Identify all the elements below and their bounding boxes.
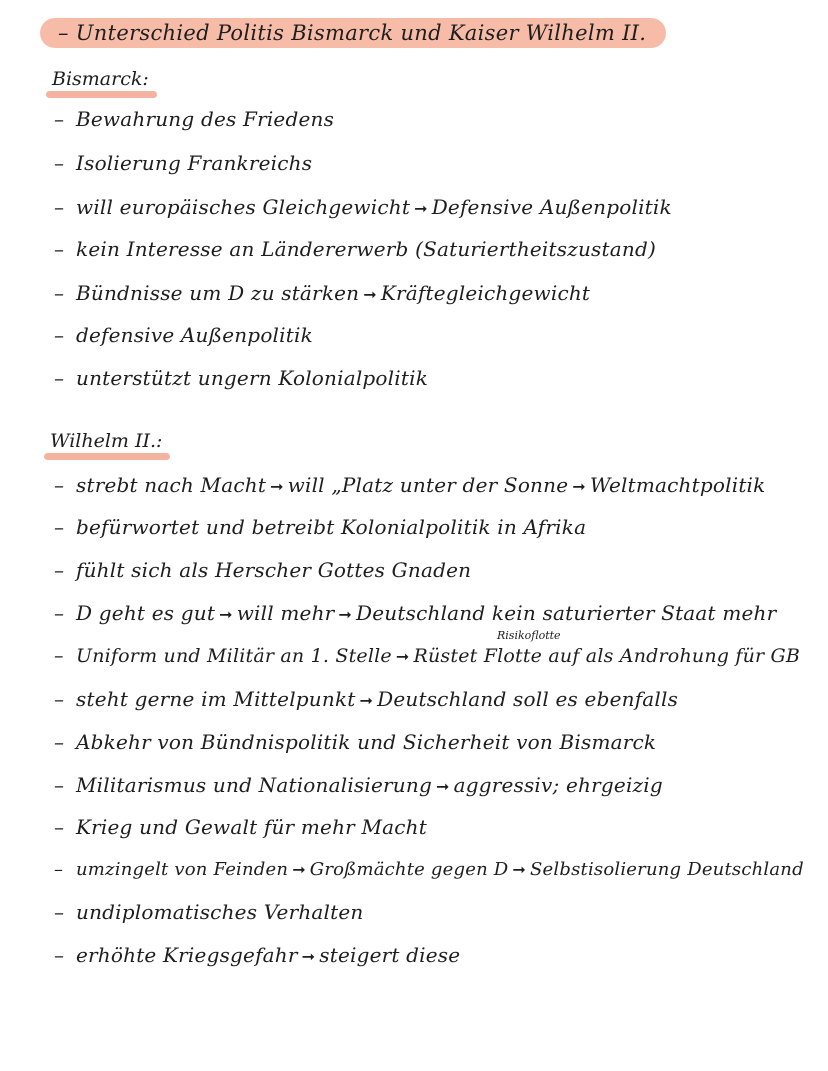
list-item	[54, 641, 800, 671]
dash-marker: –	[54, 558, 65, 582]
item-text: strebt nach Macht	[76, 473, 267, 497]
item-result: Selbstisolierung Deutschland	[530, 859, 804, 880]
item-text: erhöhte Kriegsgefahr	[76, 943, 298, 967]
item-result: Großmächte gegen D	[309, 859, 509, 880]
arrow-icon: ➞	[414, 199, 428, 218]
arrow-icon: ➞	[219, 605, 233, 624]
arrow-icon: ➞	[359, 691, 374, 710]
dash-marker: –	[54, 515, 65, 539]
item-result: aggressiv; ehrgeizig	[453, 773, 663, 797]
annotation-above: Risikoflotte	[497, 629, 561, 642]
item-text: kein Interesse an Ländererwerb (Saturiertheitszustand)	[76, 237, 656, 261]
item-text: Isolierung Frankreichs	[76, 151, 313, 175]
item-text: Bündnisse um D zu stärken	[76, 281, 360, 305]
list-item	[54, 727, 656, 757]
arrow-icon: ➞	[363, 285, 377, 304]
arrow-icon: ➞	[572, 477, 586, 496]
arrow-icon: ➞	[512, 860, 527, 879]
item-text: Abkehr von Bündnispolitik und Sicherheit von Bismarck	[76, 730, 657, 754]
list-item	[54, 512, 586, 542]
item-result: Deutschland kein saturierter Staat mehr	[356, 601, 777, 625]
list-item	[54, 104, 334, 134]
dash-marker: –	[54, 900, 65, 924]
list-item	[54, 812, 427, 842]
list-item	[54, 684, 678, 714]
item-result: Deutschland soll es ebenfalls	[377, 687, 679, 711]
arrow-icon: ➞	[292, 860, 306, 879]
item-text: steht gerne im Mittelpunkt	[76, 687, 356, 711]
list-item	[54, 234, 656, 264]
heading-text: Wilhelm II.:	[50, 430, 163, 452]
list-item	[54, 470, 765, 500]
dash-marker: –	[54, 323, 65, 347]
arrow-icon: ➞	[395, 647, 410, 666]
item-result: will mehr	[236, 601, 335, 625]
item-text: unterstützt ungern Kolonialpolitik	[76, 366, 429, 390]
list-item	[54, 320, 313, 350]
item-result: Defensive Außenpolitik	[431, 195, 672, 219]
dash-marker: –	[54, 815, 65, 839]
dash-marker: –	[54, 773, 65, 797]
dash-marker: –	[54, 151, 65, 175]
dash-marker: –	[54, 107, 65, 131]
dash-marker: –	[54, 473, 65, 497]
dash-marker: –	[54, 943, 65, 967]
dash-marker: –	[54, 601, 65, 625]
page-title: – Unterschied Politis Bismarck und Kaiser Wilhelm II.	[40, 18, 666, 48]
list-item	[54, 278, 590, 308]
list-item	[54, 192, 672, 222]
list-item	[54, 897, 364, 927]
list-item	[54, 598, 776, 628]
list-item	[54, 855, 804, 885]
item-text: befürwortet und betreibt Kolonialpolitik in Afrika	[76, 515, 587, 539]
dash-marker: –	[54, 687, 65, 711]
dash-marker: –	[54, 237, 65, 261]
dash-marker: –	[54, 645, 64, 667]
dash-marker: –	[54, 730, 65, 754]
item-text: Krieg und Gewalt für mehr Macht	[76, 815, 427, 839]
item-text: umzingelt von Feinden	[76, 859, 289, 880]
item-result: steigert diese	[319, 943, 461, 967]
list-item	[54, 363, 428, 393]
highlighter-underline	[46, 91, 157, 98]
item-result: Weltmachtpolitik	[589, 473, 766, 497]
list-item	[54, 770, 663, 800]
dash-marker: –	[54, 281, 65, 305]
item-text: Bewahrung des Friedens	[76, 107, 335, 131]
list-item	[54, 148, 312, 178]
item-result: Rüstet Flotte auf als Androhung für GB	[413, 645, 801, 667]
item-text: undiplomatisches Verhalten	[76, 900, 364, 924]
dash-marker: –	[54, 366, 65, 390]
arrow-icon: ➞	[338, 605, 353, 624]
item-text: D geht es gut	[76, 601, 216, 625]
list-item	[54, 940, 460, 970]
item-text: will europäisches Gleichgewicht	[76, 195, 411, 219]
section-heading-bismarck	[52, 66, 149, 92]
dash-marker: –	[54, 859, 64, 880]
list-item	[54, 555, 471, 585]
item-result: Kräftegleichgewicht	[380, 281, 591, 305]
section-heading-wilhelm	[50, 428, 162, 454]
item-text: fühlt sich als Herscher Gottes Gnaden	[76, 558, 472, 582]
item-result: will „Platz unter der Sonne	[287, 473, 569, 497]
dash-marker: –	[54, 195, 65, 219]
arrow-icon: ➞	[301, 947, 316, 966]
arrow-icon: ➞	[270, 477, 284, 496]
item-text: defensive Außenpolitik	[76, 323, 313, 347]
highlighter-underline	[44, 453, 170, 460]
item-text: Uniform und Militär an 1. Stelle	[76, 645, 392, 667]
arrow-icon: ➞	[435, 777, 450, 796]
item-text: Militarismus und Nationalisierung	[76, 773, 432, 797]
heading-text: Bismarck:	[52, 68, 149, 90]
